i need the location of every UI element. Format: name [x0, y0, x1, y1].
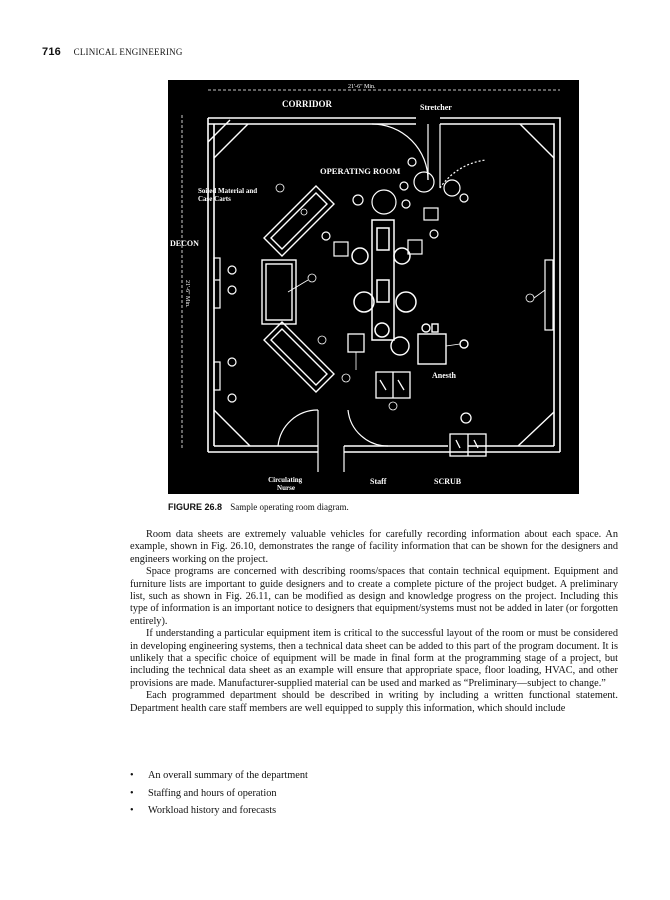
back-table	[262, 260, 316, 324]
figure-caption	[168, 502, 349, 512]
label-anesth: Anesth	[432, 371, 457, 380]
wall-cabinet-right	[545, 260, 553, 330]
page-header	[42, 46, 183, 58]
bullet-item: • Staffing and hours of operation	[130, 788, 618, 801]
leader-line	[534, 290, 545, 298]
label-operating-room: OPERATING ROOM	[320, 166, 401, 176]
label-stretcher: Stretcher	[420, 103, 452, 112]
dimension-label-top: 21'-6" Min.	[348, 84, 376, 90]
stretcher-door	[372, 124, 486, 188]
dimension-label-side: 21'-6" Min.	[184, 280, 190, 308]
label-soiled-material: Soiled Material and Case Carts	[198, 187, 258, 203]
label-circulating-nurse: Circulating Nurse	[268, 476, 303, 492]
operating-table	[352, 220, 416, 340]
label-staff: Staff	[370, 477, 387, 486]
case-cart-lower	[264, 322, 334, 392]
bullet-item: • Workload history and forecasts	[130, 805, 618, 818]
label-scrub: SCRUB	[434, 477, 462, 486]
anesthesia-machine	[391, 324, 468, 364]
label-corridor: CORRIDOR	[282, 99, 333, 109]
paragraph: Space programs are concerned with describing rooms/spaces that contain technical equipment. Equipment and furniture lists are important to guide designers and to create a complete picture of the project budget. A preliminary list, such as shown in Fig. 26.11, can be modified as design and knowledge progress on the project. Including this type of information is an important notice to designers that equipment/systems must not be added in later (or forgotten entirely).	[130, 566, 618, 627]
figure-label: FIGURE 26.8	[168, 502, 223, 512]
paragraph: Room data sheets are extremely valuable vehicles for carefully recording information about each space. An example, shown in Fig. 26.10, demonstrates the range of facility information that can be shown for the designers and engineers working on the project.	[130, 529, 618, 565]
circulating-nurse-door	[278, 410, 388, 472]
bullet-list	[130, 770, 618, 823]
wall-items-left	[214, 258, 236, 402]
paragraph: Each programmed department should be described in writing by including a written functional statement. Department health care staff members are well equipped to supply this information, which should include	[130, 690, 618, 714]
figure-caption-text: Sample operating room diagram.	[230, 502, 349, 512]
paragraph: If understanding a particular equipment item is critical to the successful layout of the room or must be considered in developing engineering systems, then a technical data sheet can be added to this part of the program document. It is unlikely that a specific choice of equipment will be made in final form at the programming stage of a project, but including the technical data sheet as an example will ensure that appropriate space, floor loading, HVAC, and other provisions are made. Manufacturer-supplied material can be used and marked as “Preliminary—subject to change.”	[130, 628, 618, 689]
bullet-item: • An overall summary of the department	[130, 770, 618, 783]
operating-room-diagram	[168, 80, 579, 494]
body-text	[130, 529, 618, 715]
running-head: CLINICAL ENGINEERING	[73, 47, 183, 57]
case-cart-upper	[264, 184, 334, 256]
page-number: 716	[42, 46, 61, 58]
scrub-sinks	[450, 413, 486, 456]
label-decon: DECON	[170, 239, 199, 248]
mayo-stand	[342, 334, 410, 410]
equipment-tag	[526, 294, 534, 302]
